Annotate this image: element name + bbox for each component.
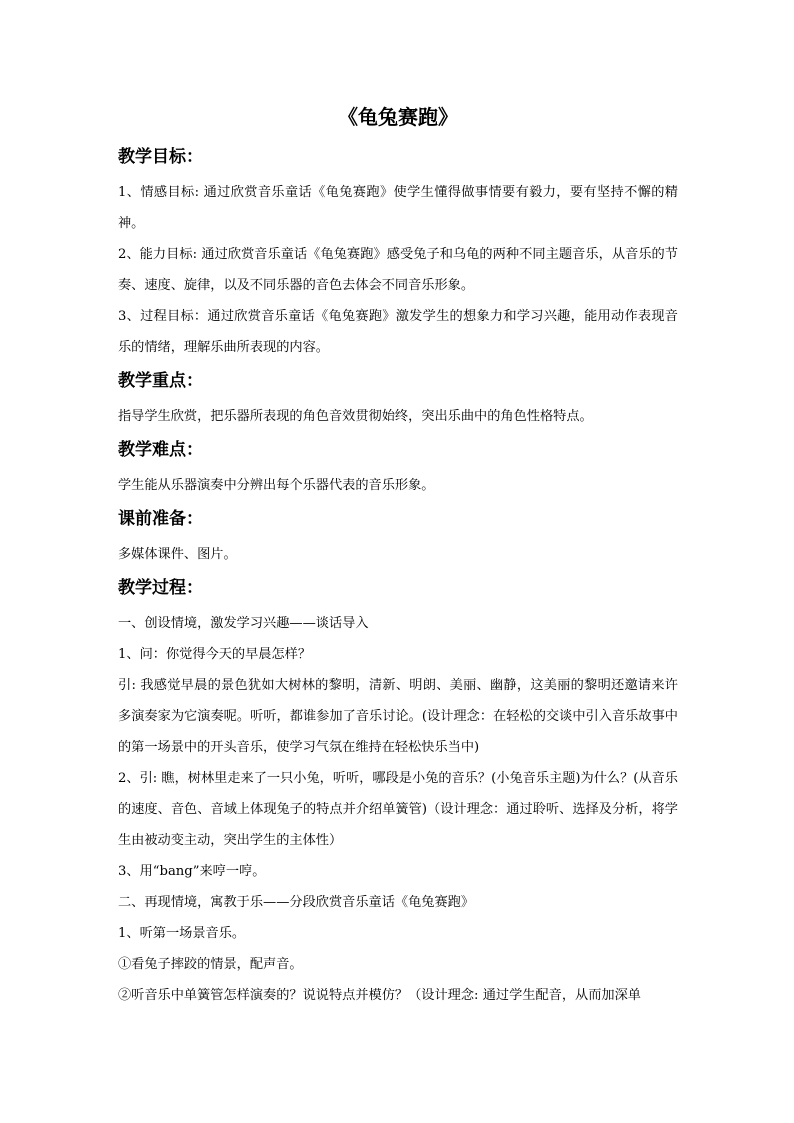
paragraph: ②听音乐中单簧管怎样演奏的？说说特点并模仿？（设计理念: 通过学生配音，从而加深单 xyxy=(118,988,641,1003)
paragraph: 1、问：你觉得今天的早晨怎样？ xyxy=(118,647,312,662)
section-key-points xyxy=(118,369,678,432)
paragraph: 2、能力目标: 通过欣赏音乐童话《龟兔赛跑》感受兔子和乌龟的两种不同主题音乐，从音乐的节奏、速度、旋律，以及不同乐器的音色去体会不同音乐形象。 xyxy=(118,247,678,293)
document-page xyxy=(118,103,678,1011)
section-heading: 教学难点： xyxy=(118,440,203,460)
paragraph: 1、听第一场景音乐。 xyxy=(118,926,246,941)
paragraph: 多媒体课件、图片。 xyxy=(118,547,237,562)
section-heading: 教学重点： xyxy=(118,371,203,391)
paragraph: 2、引: 瞧，树林里走来了一只小兔，听听，哪段是小兔的音乐？(小兔音乐主题)为什么？(从音乐的速度、音色、音域上体现兔子的特点并介绍单簧管)（设计理念：通过聆听、选择及分析，将学生由被动变主动，突出学生的主体性） xyxy=(118,771,678,848)
section-preparation xyxy=(118,507,678,570)
section-heading: 教学目标： xyxy=(118,147,203,167)
section-difficulties xyxy=(118,438,678,501)
paragraph: 3、过程目标：通过欣赏音乐童话《龟兔赛跑》激发学生的想象力和学习兴趣，能用动作表现音乐的情绪，理解乐曲所表现的内容。 xyxy=(118,309,678,355)
paragraph: 指导学生欣赏，把乐器所表现的角色音效贯彻始终，突出乐曲中的角色性格特点。 xyxy=(118,409,593,424)
paragraph: 学生能从乐器演奏中分辨出每个乐器代表的音乐形象。 xyxy=(118,478,435,493)
paragraph: 3、用“bang”来哼一哼。 xyxy=(118,864,266,879)
paragraph: ①看兔子摔跤的情景，配声音。 xyxy=(118,957,303,972)
section-heading: 课前准备： xyxy=(118,509,203,529)
section-heading: 教学过程： xyxy=(118,578,203,598)
paragraph: 二、再现情境，寓教于乐——分段欣赏音乐童话《龟兔赛跑》 xyxy=(118,895,475,910)
paragraph: 1、情感目标: 通过欣赏音乐童话《龟兔赛跑》使学生懂得做事情要有毅力，要有坚持不懈的精神。 xyxy=(118,185,678,231)
section-objectives xyxy=(118,145,678,363)
section-process xyxy=(118,576,678,1011)
paragraph: 一、创设情境，激发学习兴趣——谈话导入 xyxy=(118,616,369,631)
document-title: 《龟兔赛跑》 xyxy=(338,105,458,129)
paragraph: 引: 我感觉早晨的景色犹如大树林的黎明，清新、明朗、美丽、幽静，这美丽的黎明还邀请来许多演奏家为它演奏呢。听听，都谁参加了音乐讨论。(设计理念：在轻松的交谈中引入音乐故事中的第一场景中的开头音乐，使学习气氛在维持在轻松快乐当中) xyxy=(118,678,678,755)
